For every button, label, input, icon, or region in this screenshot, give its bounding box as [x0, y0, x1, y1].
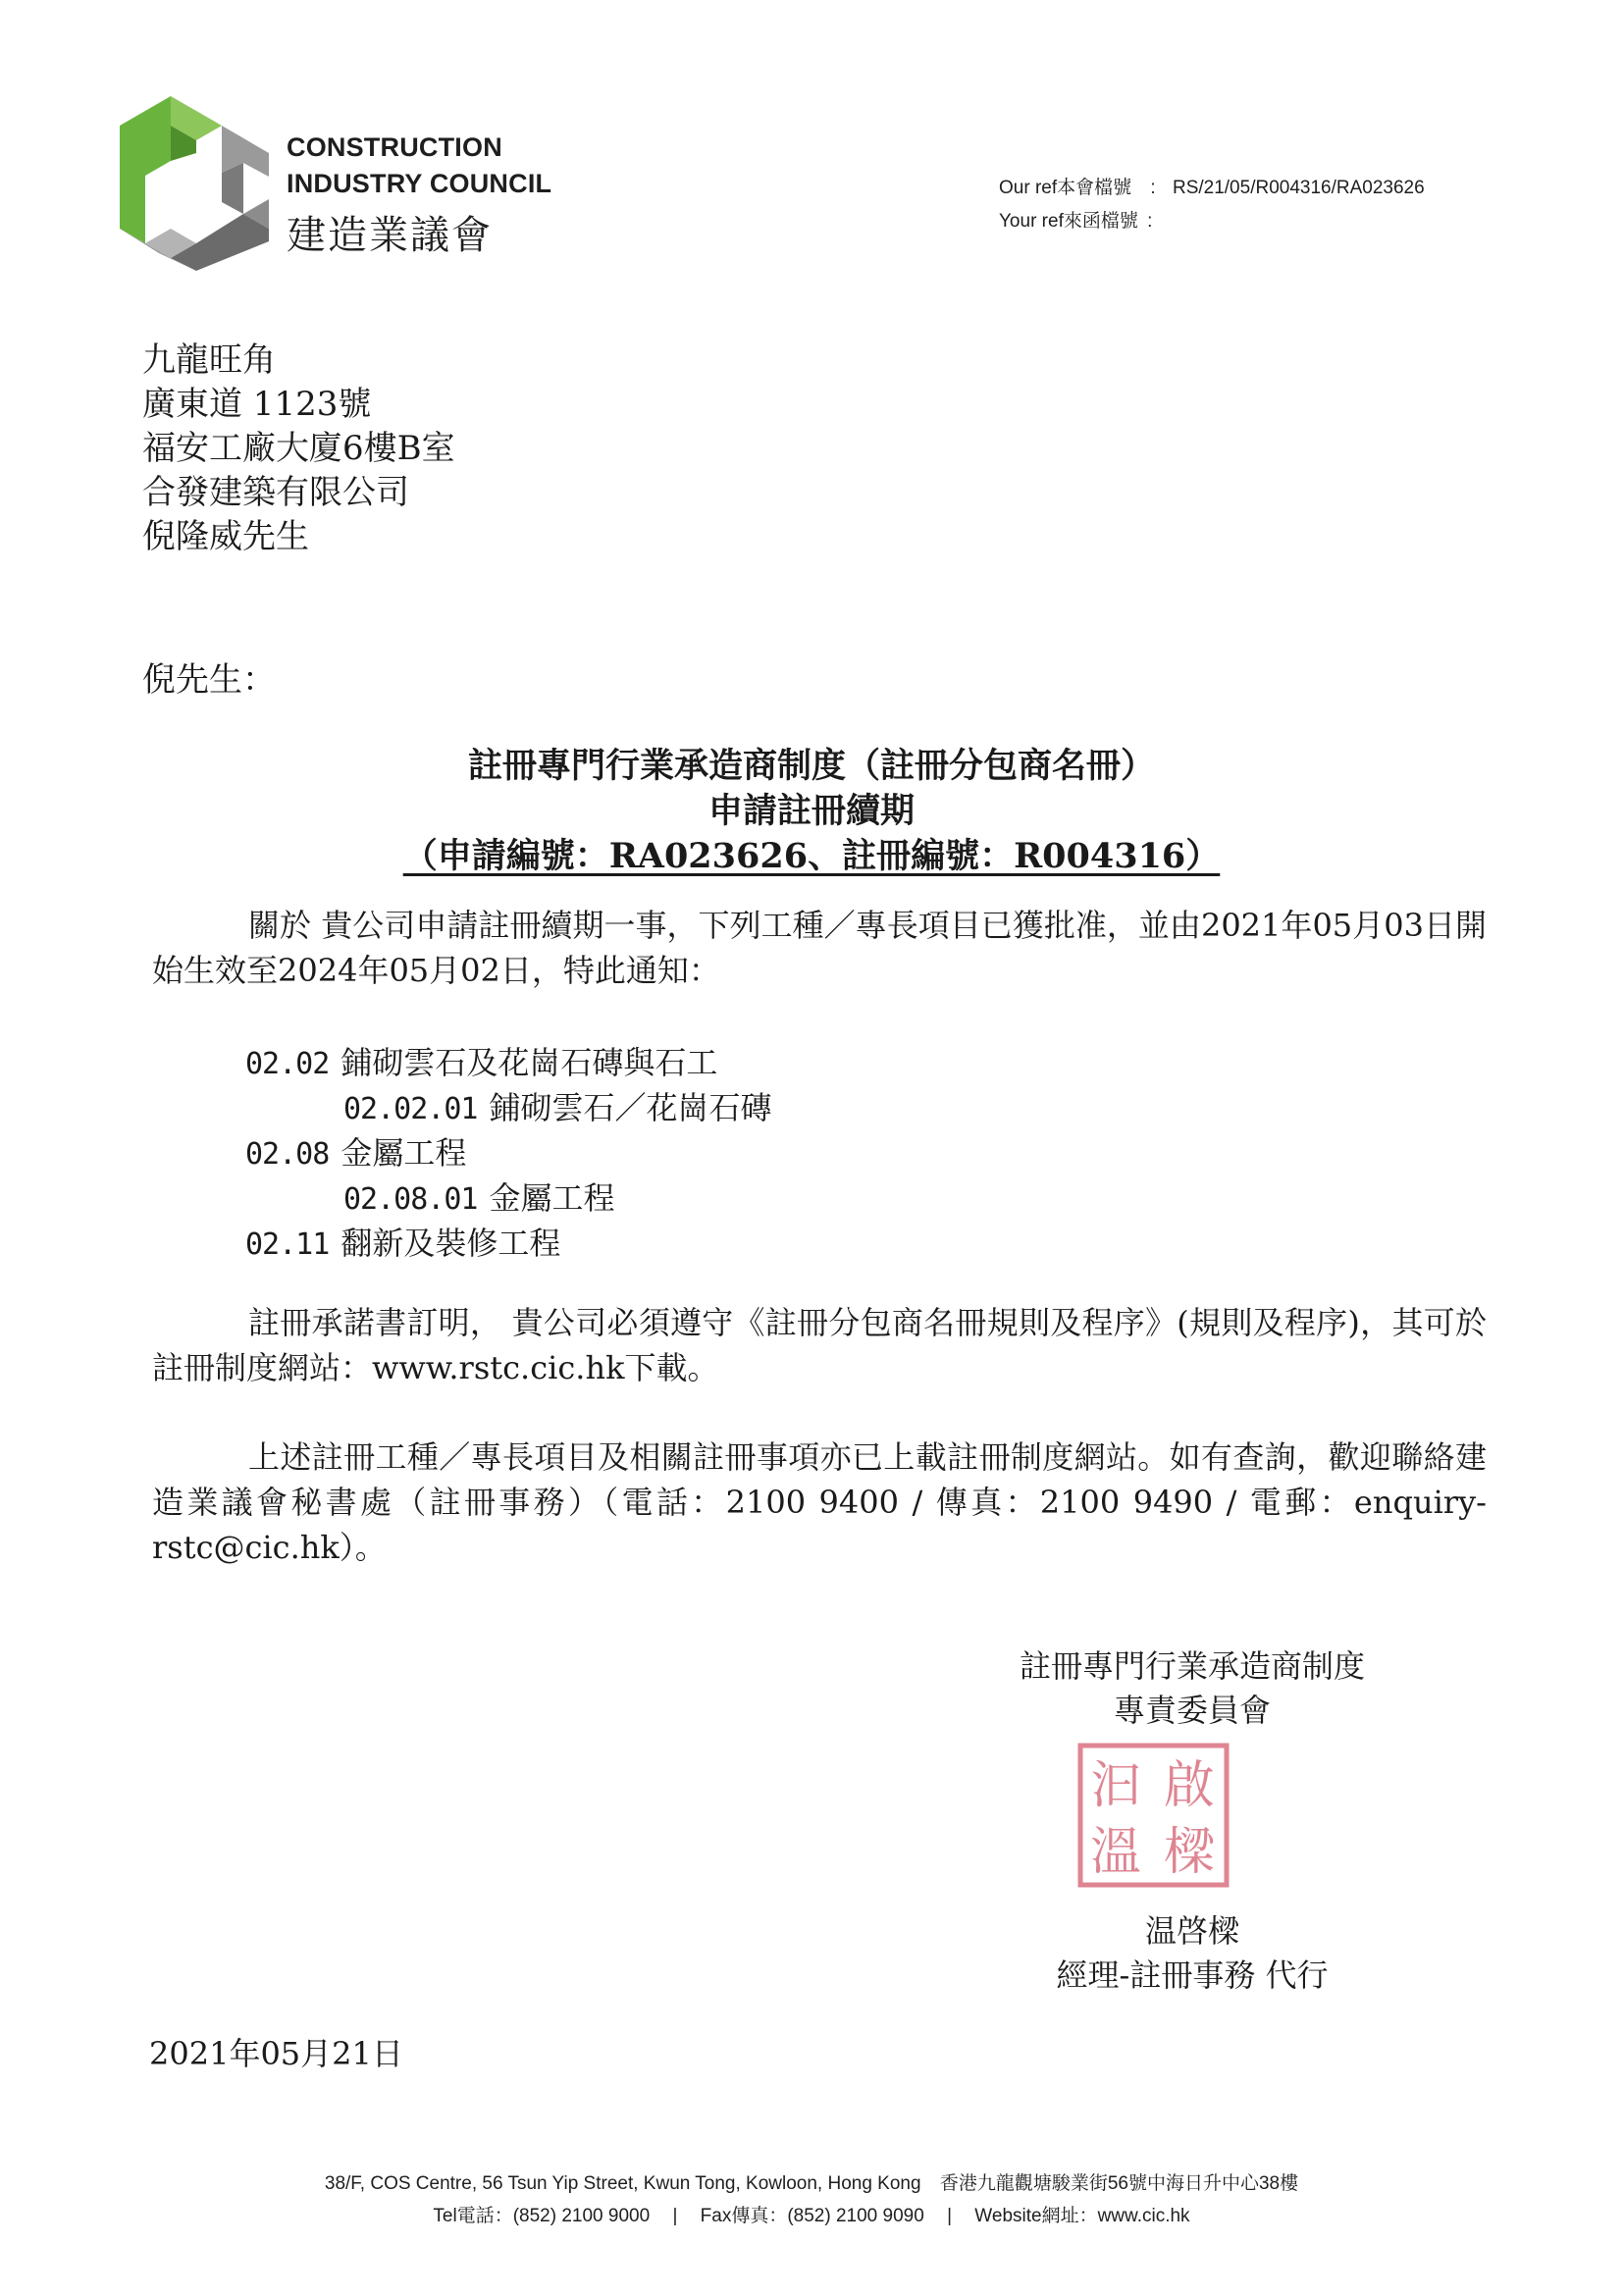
body-paragraph-enquiry: 上述註冊工種／專長項目及相關註冊事項亦已上載註冊制度網站。如有查詢，歡迎聯絡建造業議會秘書處（註冊事務）（電話：2100 9400 / 傳真：2100 9490 / 電郵：enquiry-rstc@cic.hk）。 [152, 1438, 1487, 1566]
signature-org-line2: 專責委員會 [1113, 1692, 1271, 1729]
our-ref-colon: : [1150, 178, 1156, 198]
footer-address-zh: 香港九龍觀塘駿業街56號中海日升中心38樓 [939, 2173, 1299, 2194]
footer-divider: | [947, 2206, 953, 2226]
your-ref [999, 206, 1152, 233]
signature-org [957, 1644, 1428, 1733]
subject-line3: （申請編號：RA023626、註冊編號：R004316） [402, 836, 1221, 876]
logo-name-en-line2: INDUSTRY COUNCIL [287, 169, 552, 198]
signatory [957, 1909, 1428, 1998]
trade-label: 鋪砌雲石／花崗石磚 [489, 1089, 772, 1126]
svg-text:啟: 啟 [1163, 1756, 1216, 1815]
name-seal-stamp [1076, 1742, 1230, 1889]
trade-label: 金屬工程 [489, 1179, 615, 1217]
subject [0, 744, 1623, 879]
subject-line1: 註冊專門行業承造商制度（註冊分包商名冊） [467, 746, 1155, 786]
trade-code: 02.08 [245, 1137, 330, 1172]
trade-item [245, 1038, 717, 1083]
address-line: 倪隆威先生 [142, 517, 309, 556]
footer-address-en: 38/F, COS Centre, 56 Tsun Yip Street, Kwun Tong, Kowloon, Hong Kong [324, 2173, 921, 2194]
signatory-name: 温啓樑 [1144, 1912, 1239, 1950]
trade-item [245, 1219, 560, 1264]
salutation: 倪先生： [142, 660, 276, 700]
body-paragraph-rules: 註冊承諾書訂明， 貴公司必須遵守《註冊分包商名冊規則及程序》(規則及程序)，其可於註冊制度網站：www.rstc.cic.hk下載。 [152, 1304, 1487, 1386]
signatory-title: 經理-註冊事務 代行 [1056, 1957, 1329, 1994]
svg-text:溫: 溫 [1089, 1823, 1142, 1882]
trade-item [343, 1174, 615, 1219]
trade-item [245, 1128, 466, 1174]
letter-date: 2021年05月21日 [149, 2035, 403, 2072]
trade-code: 02.02 [245, 1047, 330, 1081]
footer-divider: | [672, 2206, 678, 2226]
signature-org-line1: 註冊專門行業承造商制度 [1019, 1647, 1365, 1685]
logo-name-en-line1: CONSTRUCTION [287, 132, 502, 162]
trade-label: 翻新及裝修工程 [340, 1225, 561, 1262]
subject-line2: 申請註冊續期 [707, 791, 915, 831]
body-paragraph-approval: 關於 貴公司申請註冊續期一事，下列工種／專長項目已獲批准，並由2021年05月03日開始生效至2024年05月02日，特此通知： [152, 907, 1487, 989]
trade-code: 02.08.01 [343, 1182, 478, 1217]
cic-logo-icon [120, 96, 269, 271]
footer-address [0, 2168, 1623, 2195]
trade-item [343, 1083, 772, 1128]
your-ref-colon: : [1147, 211, 1153, 232]
address-line: 福安工廠大廈6樓B室 [142, 429, 455, 468]
address-line: 合發建築有限公司 [142, 473, 409, 512]
footer-tel: Tel電話：(852) 2100 9000 [433, 2206, 651, 2226]
our-ref-value: RS/21/05/R004316/RA023626 [1172, 178, 1425, 198]
your-ref-label: Your ref來函檔號 [999, 211, 1138, 232]
trade-code: 02.11 [245, 1227, 330, 1262]
footer-fax: Fax傳真：(852) 2100 9090 [700, 2206, 924, 2226]
address-line: 九龍旺角 [142, 340, 276, 380]
recipient-address [142, 339, 455, 559]
svg-text:汩: 汩 [1089, 1756, 1142, 1815]
trade-label: 鋪砌雲石及花崗石磚與石工 [340, 1044, 718, 1081]
logo-name-zh: 建造業議會 [287, 214, 493, 257]
trade-label: 金屬工程 [340, 1134, 467, 1172]
trade-code: 02.02.01 [343, 1092, 478, 1126]
footer-website: Website網址：www.cic.hk [974, 2206, 1190, 2226]
our-ref-label: Our ref本會檔號 [999, 178, 1132, 198]
svg-text:樑: 樑 [1163, 1823, 1216, 1882]
address-line: 廣東道 1123號 [142, 385, 372, 424]
our-ref [999, 173, 1425, 199]
footer-contacts [0, 2201, 1623, 2227]
